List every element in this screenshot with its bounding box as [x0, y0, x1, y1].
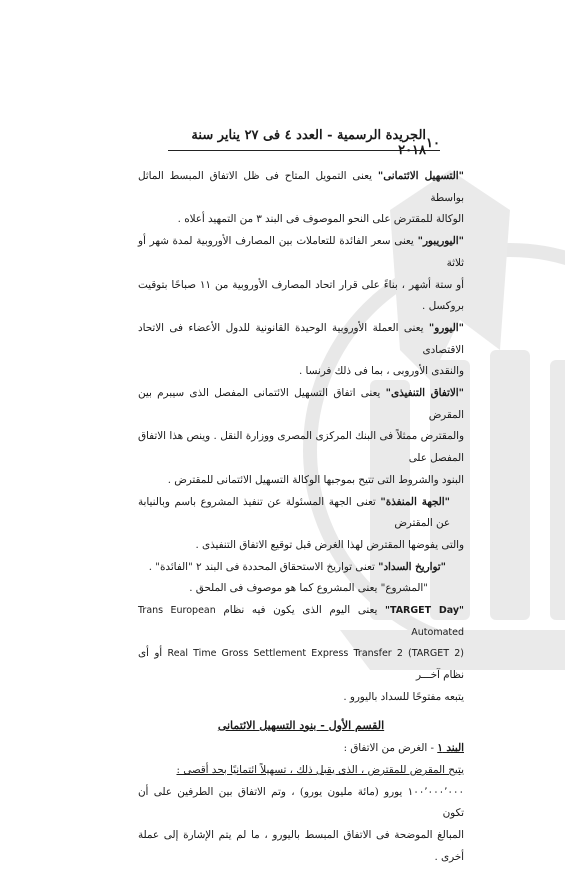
text-line — [138, 643, 464, 686]
text-line: يتيح المقرض للمقترض ، الذى يقبل ذلك ، تسهيلاً ائتمانيًا بحد أقصى : — [176, 763, 464, 776]
text-line: أو أى نظام آخـــر — [138, 647, 464, 682]
clause-number: البند ١ — [437, 742, 464, 755]
term-label: "اليورو" — [428, 321, 464, 334]
text-line-latin: Real Time Gross Settlement Express Transfer 2 (TARGET 2) — [167, 648, 464, 660]
text-line: تعنى الجهة المسئولة عن تنفيذ المشروع باسم وبالنيابة عن المقترض — [138, 495, 450, 530]
text-line: يعنى اتفاق التسهيل الائتمانى المفصل الذى سيبرم بين المقرض — [138, 387, 464, 421]
text-line: يتبعه مفتوحًا للسداد باليورو . — [343, 690, 464, 703]
text-line: المبالغ الموضحة فى الاتفاق المبسط باليورو ، ما لم يتم الإشارة إلى عملة أخرى . — [138, 829, 464, 863]
term-label: "التسهيل الائتمانى" — [377, 170, 464, 182]
text-line: يعنى التمويل المتاح فى ظل الاتفاق المبسط الماثل بواسطة — [138, 170, 464, 204]
text-line-latin: Trans European Automated — [138, 605, 464, 638]
definition-repayment-dates — [138, 557, 464, 579]
definition-project: "المشروع" يعنى المشروع كما هو موصوف فى الملحق . — [189, 582, 428, 595]
text-line: - الغرض من الاتفاق : — [343, 742, 438, 755]
clause-1-heading — [138, 738, 464, 760]
definition-euro — [138, 318, 464, 361]
text-line: والنقدى الأوروبى ، بما فى ذلك فرنسا . — [298, 365, 464, 378]
running-title: الجريدة الرسمية - العدد ٤ فى ٢٧ يناير سنة ٢٠١٨ — [191, 128, 427, 158]
text-line: أو ستة أشهر ، بناءً على قرار اتحاد المصارف الأوروبية من ١١ صباحًا بتوقيت بروكسل . — [138, 278, 464, 313]
text-line: يعنى العملة الأوروبية الوحيدة القانونية للدول الأعضاء فى الاتحاد الاقتصادى — [138, 321, 464, 356]
definition-credit-facility — [138, 166, 464, 209]
term-label: "تواريخ السداد" — [378, 560, 446, 573]
page-header — [170, 128, 440, 158]
text-line: الوكالة للمقترض على النحو الموصوف فى البند ٣ من التمهيد أعلاه . — [177, 213, 464, 226]
text-line: ١٠٠٬٠٠٠٬٠٠٠ يورو (مائة مليون يورو) ، وتم الاتفاق بين الطرفين على أن تكون — [138, 785, 464, 820]
term-label: "TARGET Day" — [385, 605, 464, 617]
term-label: "الاتفاق التنفيذى" — [385, 387, 464, 400]
text-line: والتى يفوضها المقترض لهذا الغرض قبل توقيع الاتفاق التنفيذى . — [195, 538, 464, 551]
page-number: ١٠ — [426, 135, 440, 151]
definition-executing-agency — [138, 492, 464, 535]
definition-implementing-agreement — [138, 383, 464, 426]
text-line: يعنى اليوم الذى يكون فيه نظام — [215, 604, 386, 617]
text-line: تعنى تواريخ الاستحقاق المحددة فى البند ٢ "الفائدة" . — [148, 560, 379, 573]
definition-target-day — [138, 600, 464, 643]
section-title: القسم الأول - بنود التسهيل الائتمانى — [217, 718, 385, 732]
text-line: يعنى سعر الفائدة للتعاملات بين المصارف الأوروبية لمدة شهر أو ثلاثة — [138, 235, 464, 269]
header-rule — [168, 150, 440, 151]
text-line: والمقترض ممثلاً فى البنك المركزى المصرى ووزارة النقل . وينص هذا الاتفاق المفصل على — [138, 430, 464, 465]
definition-euribor — [138, 231, 464, 274]
term-label: "اليوريبور" — [417, 235, 464, 248]
document-body — [138, 166, 464, 869]
text-line: البنود والشروط التى تتيح بموجبها الوكالة التسهيل الائتمانى للمقترض . — [167, 473, 464, 486]
term-label: "الجهة المنفذة" — [380, 495, 450, 508]
